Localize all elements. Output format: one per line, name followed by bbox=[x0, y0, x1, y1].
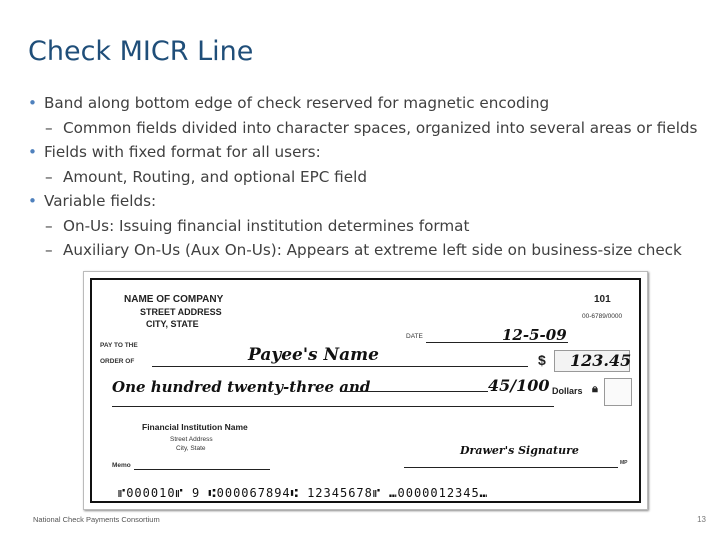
bullet-text: Fields with fixed format for all users: bbox=[44, 143, 321, 161]
sub-bullet-text: Common fields divided into character spaces, organized into several areas or fields bbox=[63, 118, 698, 137]
dash-icon: – bbox=[45, 167, 53, 186]
fi-city: City, State bbox=[176, 445, 206, 452]
company-city-state: CITY, STATE bbox=[146, 319, 199, 329]
payee-name: Payee's Name bbox=[248, 345, 379, 365]
sub-bullet-item bbox=[28, 165, 718, 190]
footer-text: National Check Payments Consortium bbox=[33, 515, 160, 524]
fractional-routing: 00-6789/0000 bbox=[582, 313, 623, 320]
company-name: NAME OF COMPANY bbox=[124, 294, 224, 305]
bullet-dot-icon: • bbox=[28, 192, 37, 210]
bullet-item bbox=[28, 140, 718, 165]
sub-bullet-text: Amount, Routing, and optional EPC field bbox=[63, 167, 367, 186]
bullet-dot-icon: • bbox=[28, 143, 37, 161]
payee-line bbox=[152, 366, 528, 367]
check-border bbox=[90, 278, 641, 503]
bullet-dot-icon: • bbox=[28, 94, 37, 112]
dash-icon: – bbox=[45, 216, 53, 235]
dollars-label: Dollars bbox=[552, 386, 583, 396]
order-of-label: ORDER OF bbox=[100, 358, 135, 365]
sub-bullet-text: On-Us: Issuing financial institution determines format bbox=[63, 216, 470, 235]
signature-line bbox=[404, 467, 618, 468]
fi-name: Financial Institution Name bbox=[142, 422, 248, 432]
sub-bullet-item bbox=[28, 238, 718, 263]
date-value: 12-5-09 bbox=[502, 326, 567, 344]
security-features-box bbox=[604, 378, 632, 406]
memo-label: Memo bbox=[112, 462, 131, 469]
drawer-signature: Drawer's Signature bbox=[460, 444, 579, 457]
sub-bullet-item bbox=[28, 116, 718, 141]
page-title: Check MICR Line bbox=[28, 36, 254, 67]
dash-icon: – bbox=[45, 241, 53, 259]
written-amount: One hundred twenty-three and bbox=[112, 378, 371, 396]
micr-line: ⑈000010⑈ 9 ⑆000067894⑆ 12345678⑈ ⑉0000012345⑉ bbox=[118, 486, 488, 500]
company-street: STREET ADDRESS bbox=[140, 307, 222, 317]
lock-icon: 🔒︎ bbox=[592, 383, 598, 395]
bullet-item bbox=[28, 189, 718, 214]
amount-value: 123.45 bbox=[570, 351, 632, 370]
check-image bbox=[83, 271, 648, 510]
amount-bottom-line bbox=[112, 406, 554, 407]
sub-bullet-item bbox=[28, 214, 718, 239]
dash-icon: – bbox=[45, 118, 53, 137]
memo-line bbox=[134, 469, 270, 470]
sub-bullet-text: Auxiliary On-Us (Aux On-Us): Appears at extreme left side on business-size check bbox=[63, 241, 682, 259]
page-number: 13 bbox=[697, 515, 706, 524]
pay-to-label: PAY TO THE bbox=[100, 342, 138, 349]
fi-street: Street Address bbox=[170, 436, 213, 443]
bullet-text: Variable fields: bbox=[44, 192, 157, 210]
cents-fraction: 45/100 bbox=[488, 376, 550, 395]
mp-label: MP bbox=[620, 460, 628, 466]
bullet-text: Band along bottom edge of check reserved for magnetic encoding bbox=[44, 94, 550, 112]
bullet-item bbox=[28, 91, 718, 116]
written-amount-line bbox=[340, 391, 488, 392]
date-label: DATE bbox=[406, 333, 423, 340]
date-line bbox=[426, 342, 568, 343]
check-number: 101 bbox=[594, 294, 611, 305]
dollar-sign: $ bbox=[538, 352, 546, 368]
bullet-list bbox=[28, 91, 718, 263]
